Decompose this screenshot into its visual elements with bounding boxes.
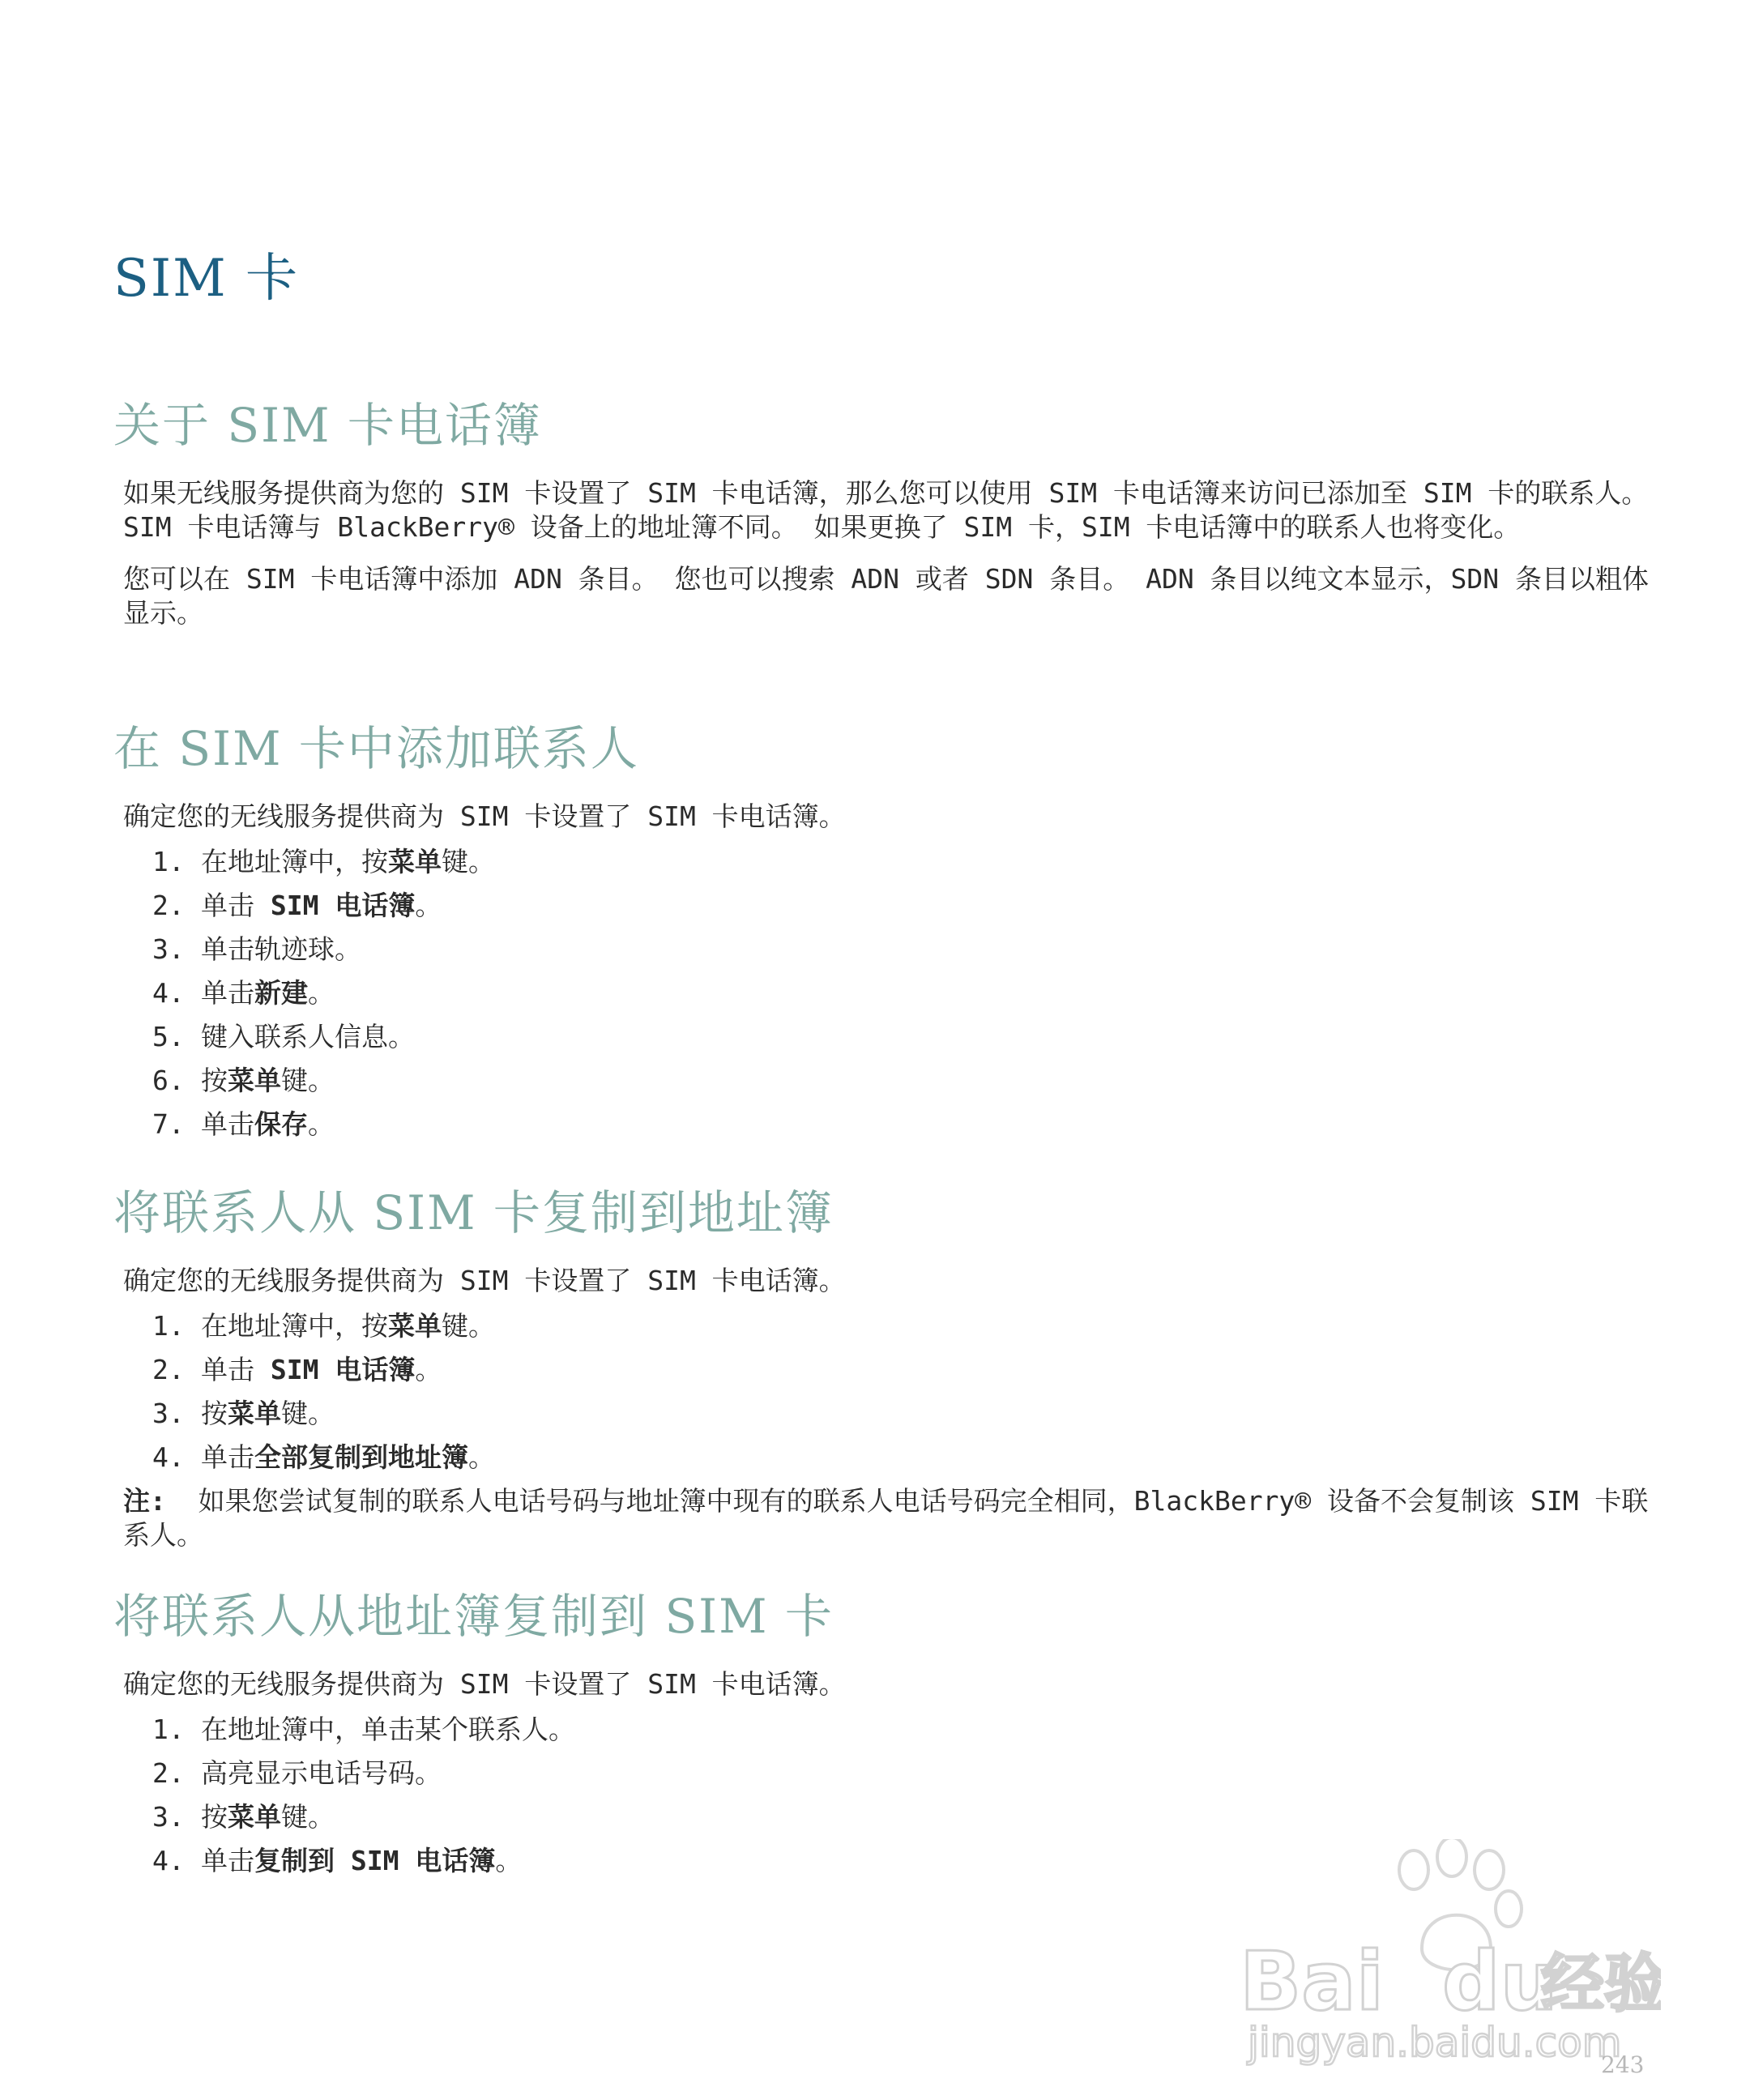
- step-text: 单击复制到 SIM 电话簿。: [201, 1845, 523, 1876]
- step-text: 单击 SIM 电话簿。: [201, 890, 442, 921]
- step-list: [113, 1309, 1653, 1475]
- chapter-title: SIM 卡: [113, 249, 299, 309]
- list-item: [152, 1756, 1653, 1791]
- step-list: [113, 845, 1653, 1142]
- list-item: [152, 845, 1653, 879]
- paragraph: 您可以在 SIM 卡电话簿中添加 ADN 条目。 您也可以搜索 ADN 或者 SDN 条目。 ADN 条目以纯文本显示，SDN 条目以粗体显示。: [123, 563, 1650, 629]
- step-number: 4.: [152, 977, 185, 1009]
- step-number: 3.: [152, 1801, 185, 1833]
- list-item: [152, 1441, 1653, 1475]
- step-number: 1.: [152, 1310, 185, 1342]
- step-text: 在地址簿中，按菜单键。: [201, 1310, 495, 1342]
- step-number: 2.: [152, 890, 185, 921]
- step-text: 按菜单键。: [201, 1065, 335, 1096]
- watermark-url: jingyan.baidu.com: [1248, 2019, 1622, 2066]
- paw-print-icon: [1240, 1839, 1661, 2066]
- step-text: 按菜单键。: [201, 1801, 335, 1833]
- step-text: 键入联系人信息。: [201, 1021, 415, 1052]
- list-item: [152, 1353, 1653, 1387]
- step-number: 7.: [152, 1108, 185, 1140]
- list-item: [152, 976, 1653, 1010]
- step-text: 按菜单键。: [201, 1398, 335, 1429]
- step-number: 5.: [152, 1021, 185, 1052]
- svg-text:经验: 经验: [1541, 1948, 1661, 2021]
- step-text: 单击保存。: [201, 1108, 335, 1140]
- step-number: 3.: [152, 933, 185, 965]
- step-number: 2.: [152, 1757, 185, 1789]
- paragraph: 如果无线服务提供商为您的 SIM 卡设置了 SIM 卡电话簿，那么您可以使用 SIM 卡电话簿来访问已添加至 SIM 卡的联系人。 SIM 卡电话簿与 BlackBerry® 设备上的地址簿不同。 如果更换了 SIM 卡，SIM 卡电话簿中的联系人也将变化。: [123, 477, 1649, 543]
- list-item: [152, 1397, 1653, 1431]
- step-number: 6.: [152, 1065, 185, 1096]
- section-add-contact-to-sim: [113, 711, 1653, 1151]
- section-about-sim-phonebook: [113, 387, 1653, 648]
- section-heading: 将联系人从地址簿复制到 SIM 卡: [113, 1589, 834, 1644]
- step-number: 2.: [152, 1354, 185, 1385]
- step-number: 1.: [152, 1714, 185, 1745]
- svg-text:Bai: Bai: [1240, 1934, 1384, 2029]
- list-item: [152, 1800, 1653, 1834]
- step-text: 单击全部复制到地址簿。: [201, 1441, 495, 1473]
- step-text: 单击 SIM 电话簿。: [201, 1354, 442, 1385]
- step-text: 单击轨迹球。: [201, 933, 361, 965]
- step-number: 1.: [152, 846, 185, 877]
- step-text: 高亮显示电话号码。: [201, 1757, 442, 1789]
- note-label: 注:: [123, 1485, 166, 1517]
- baidu-watermark-logo: [1240, 1839, 1661, 2066]
- note: [123, 1484, 1662, 1552]
- step-text: 在地址簿中，按菜单键。: [201, 846, 495, 877]
- list-item: [152, 1020, 1653, 1054]
- list-item: [152, 1713, 1653, 1747]
- note-text: 如果您尝试复制的联系人电话号码与地址簿中现有的联系人电话号码完全相同，BlackBerry® 设备不会复制该 SIM 卡联系人。: [123, 1485, 1649, 1551]
- section-copy-sim-to-addressbook: [113, 1175, 1653, 1570]
- list-item: [152, 889, 1653, 923]
- list-item: [152, 1309, 1653, 1343]
- section-heading: 关于 SIM 卡电话簿: [113, 398, 542, 453]
- intro-text: 确定您的无线服务提供商为 SIM 卡设置了 SIM 卡电话簿。: [123, 800, 846, 832]
- section-heading: 将联系人从 SIM 卡复制到地址簿: [113, 1185, 834, 1240]
- section-heading: 在 SIM 卡中添加联系人: [113, 721, 639, 776]
- step-number: 4.: [152, 1845, 185, 1876]
- svg-text:du: du: [1442, 1934, 1558, 2029]
- step-number: 3.: [152, 1398, 185, 1429]
- intro-text: 确定您的无线服务提供商为 SIM 卡设置了 SIM 卡电话簿。: [123, 1265, 846, 1296]
- step-number: 4.: [152, 1441, 185, 1473]
- intro-text: 确定您的无线服务提供商为 SIM 卡设置了 SIM 卡电话簿。: [123, 1668, 846, 1700]
- list-item: [152, 1064, 1653, 1098]
- list-item: [152, 933, 1653, 967]
- step-text: 单击新建。: [201, 977, 335, 1009]
- list-item: [152, 1108, 1653, 1142]
- step-text: 在地址簿中，单击某个联系人。: [201, 1714, 575, 1745]
- page-number: 243: [1601, 2051, 1645, 2078]
